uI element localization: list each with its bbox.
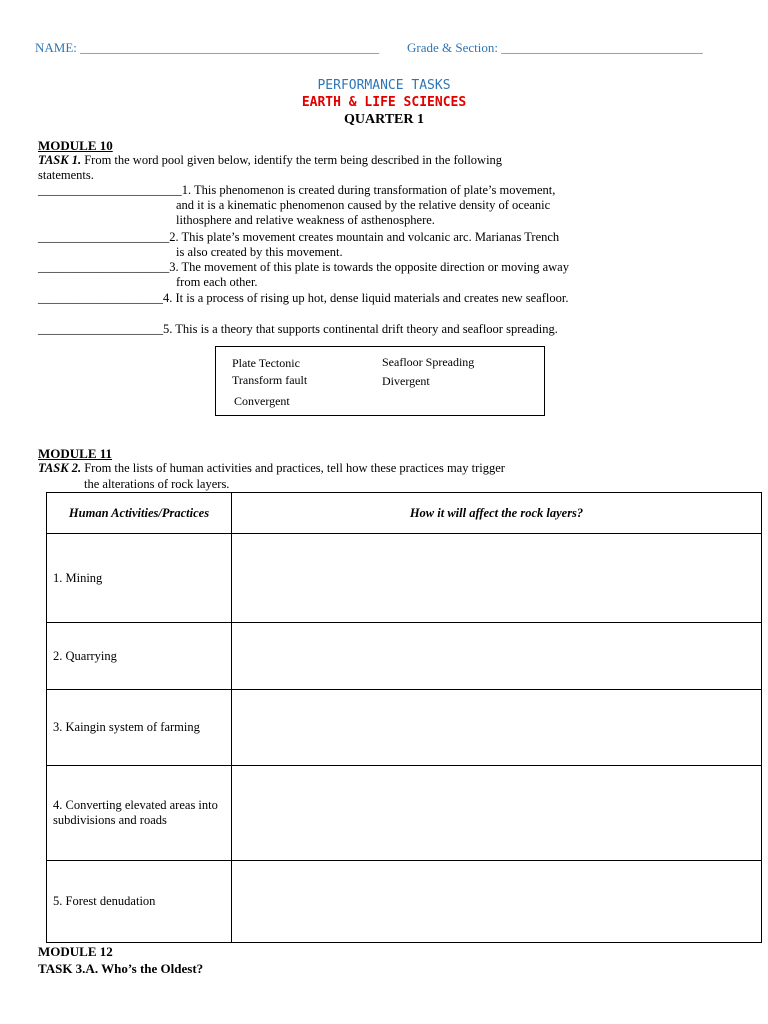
activity-cell: 3. Kaingin system of farming (47, 690, 232, 766)
word-pool-term: Divergent (382, 374, 430, 388)
task-1-text-cont: statements. (38, 168, 94, 182)
item-3-text-line2: from each other. (176, 275, 258, 289)
word-pool-box (215, 346, 545, 416)
word-pool-term: Seafloor Spreading (382, 355, 475, 369)
answer-blank: _____________________ (38, 230, 170, 244)
activities-table (46, 492, 762, 943)
task-2-label: TASK 2. (38, 461, 82, 475)
activity-cell: 2. Quarrying (47, 623, 232, 690)
answer-cell[interactable] (232, 690, 762, 766)
item-3-text: 3. The movement of this plate is towards the opposite direction or moving away (169, 260, 569, 274)
task-1-label: TASK 1. (38, 153, 82, 167)
grade-section-field-label: Grade & Section: _______________________________ (407, 40, 703, 55)
word-pool-term: Plate Tectonic (232, 356, 300, 370)
answer-cell[interactable] (232, 534, 762, 623)
item-3-row (38, 260, 569, 275)
answer-blank: ____________________ (38, 322, 163, 336)
page-title: PERFORMANCE TASKS (317, 78, 451, 93)
word-pool-term: Convergent (234, 394, 290, 408)
item-4-text: 4. It is a process of rising up hot, dense liquid materials and creates new seafloor. (163, 291, 569, 305)
item-5-row (38, 322, 558, 337)
module-12-heading: MODULE 12 (38, 944, 113, 959)
item-2-text-line2: is also created by this movement. (176, 245, 343, 259)
task-3a-heading: TASK 3.A. Who’s the Oldest? (38, 961, 204, 976)
item-2-row (38, 230, 559, 245)
activity-cell: 5. Forest denudation (47, 861, 232, 943)
item-4-row (38, 291, 568, 306)
table-row (47, 861, 762, 943)
answer-blank: _______________________ (38, 183, 182, 197)
item-1-text: 1. This phenomenon is created during transformation of plate’s movement, (181, 183, 556, 197)
table-row (47, 623, 762, 690)
task-2-text-cont: the alterations of rock layers. (84, 477, 230, 491)
activity-cell: 1. Mining (47, 534, 232, 623)
column-header-activities: Human Activities/Practices (47, 493, 232, 534)
answer-blank: ____________________ (38, 291, 163, 305)
module-10-heading: MODULE 10 (38, 138, 113, 153)
activity-cell: 4. Converting elevated areas into subdivisions and roads (47, 766, 232, 861)
item-1-row (38, 183, 555, 198)
module-11-heading: MODULE 11 (38, 446, 113, 461)
task-1-instructions (38, 153, 502, 168)
table-header-row (47, 493, 762, 534)
word-pool-term: Transform fault (232, 373, 308, 387)
task-2-instructions (38, 461, 505, 476)
task-2-text: From the lists of human activities and practices, tell how these practices may trigger (81, 461, 505, 475)
item-1-text-line3: lithosphere and relative weakness of asthenosphere. (176, 213, 435, 227)
subject-title: EARTH & LIFE SCIENCES (301, 95, 467, 110)
table-row (47, 534, 762, 623)
name-field-label: NAME: ______________________________________________ (35, 40, 380, 55)
answer-cell[interactable] (232, 766, 762, 861)
answer-cell[interactable] (232, 623, 762, 690)
item-2-text: 2. This plate’s movement creates mountain and volcanic arc. Marianas Trench (169, 230, 560, 244)
column-header-effect: How it will affect the rock layers? (232, 493, 762, 534)
item-1-text-line2: and it is a kinematic phenomenon caused by the relative density of oceanic (176, 198, 551, 212)
table-row (47, 690, 762, 766)
task-1-text: From the word pool given below, identify the term being described in the following (81, 153, 503, 167)
quarter-title: QUARTER 1 (343, 112, 424, 127)
table-row (47, 766, 762, 861)
item-5-text: 5. This is a theory that supports continental drift theory and seafloor spreading. (163, 322, 558, 336)
answer-blank: _____________________ (38, 260, 170, 274)
answer-cell[interactable] (232, 861, 762, 943)
